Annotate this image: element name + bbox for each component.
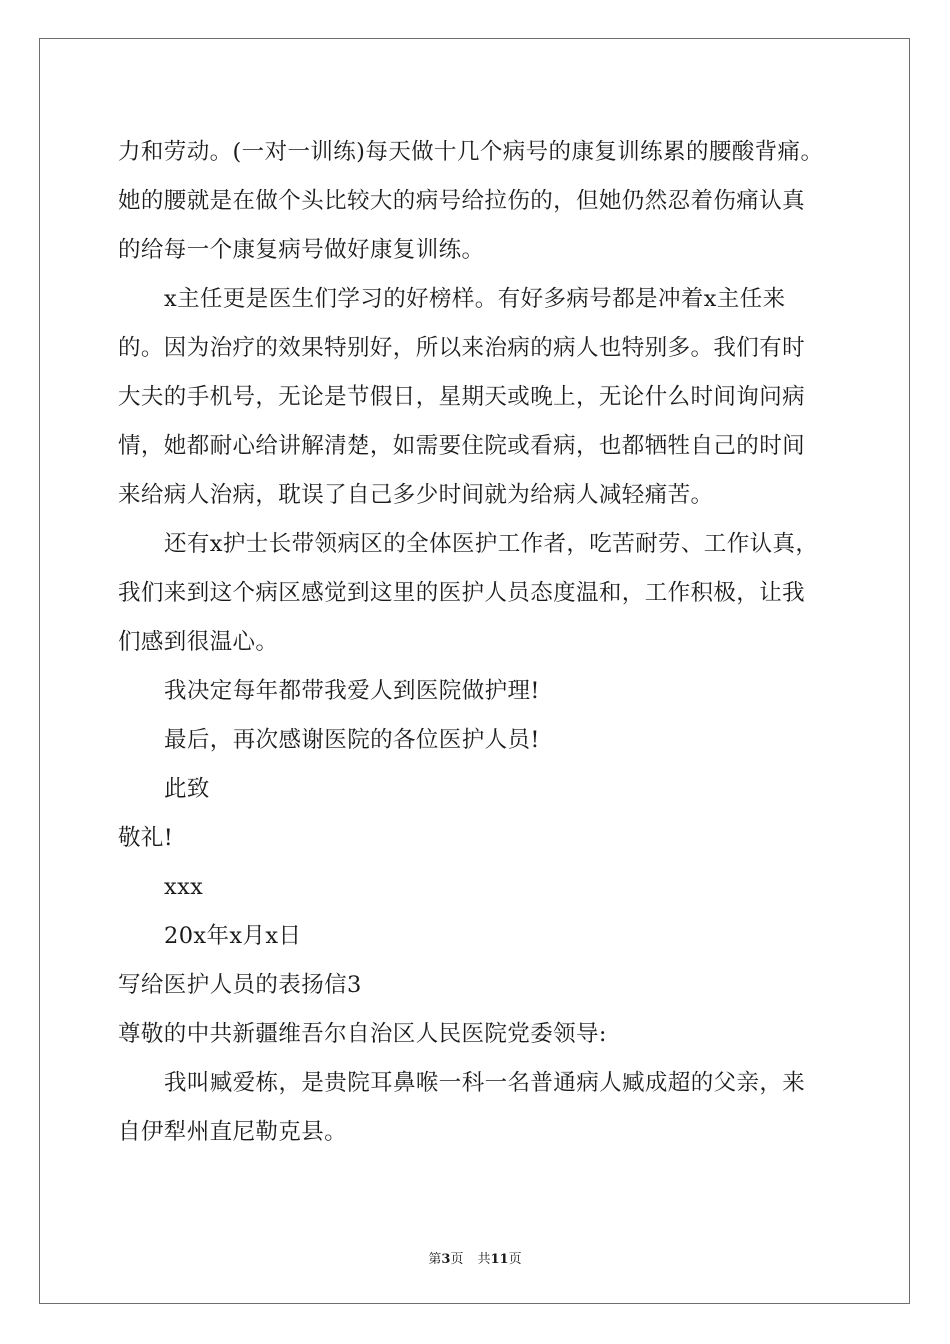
- total-prefix: 共: [477, 1252, 491, 1267]
- paragraph-line: 情，她都耐心给讲解清楚，如需要住院或看病，也都牺牲自己的时间: [118, 433, 806, 459]
- signature-date: 20x年x月x日: [164, 923, 302, 949]
- paragraph-line: 她的腰就是在做个头比较大的病号给拉伤的，但她仍然忍着伤痛认真: [118, 188, 806, 214]
- closing-regards: 敬礼!: [118, 825, 174, 851]
- total-suffix: 页: [508, 1252, 522, 1267]
- document-body: [118, 128, 838, 1157]
- page-number: 3: [441, 1252, 451, 1267]
- letter-greeting: 尊敬的中共新疆维吾尔自治区人民医院党委领导:: [118, 1021, 607, 1047]
- section-title: 写给医护人员的表扬信3: [118, 972, 362, 998]
- paragraph-line: 我叫臧爱栋，是贵院耳鼻喉一科一名普通病人臧成超的父亲，来: [164, 1070, 806, 1096]
- paragraph-line: 自伊犁州直尼勒克县。: [118, 1119, 348, 1145]
- paragraph-line: 我决定每年都带我爱人到医院做护理!: [164, 678, 540, 704]
- paragraph-line: 的给每一个康复病号做好康复训练。: [118, 237, 485, 263]
- paragraph-line: 们感到很温心。: [118, 629, 279, 655]
- paragraph-line: 力和劳动。(一对一训练)每天做十几个病号的康复训练累的腰酸背痛。: [118, 139, 824, 165]
- closing-salutation: 此致: [164, 776, 210, 802]
- total-pages: 11: [490, 1252, 509, 1267]
- signature-name: xxx: [164, 874, 204, 900]
- paragraph-line: 还有x护士长带领病区的全体医护工作者，吃苦耐劳、工作认真，: [164, 531, 819, 557]
- paragraph-line: 的。因为治疗的效果特别好，所以来治病的病人也特别多。我们有时: [118, 335, 806, 361]
- page-footer: [0, 1248, 950, 1267]
- paragraph-line: 我们来到这个病区感觉到这里的医护人员态度温和，工作积极，让我: [118, 580, 806, 606]
- paragraph-line: x主任更是医生们学习的好榜样。有好多病号都是冲着x主任来: [164, 286, 786, 312]
- paragraph-line: 来给病人治病，耽误了自己多少时间就为给病人减轻痛苦。: [118, 482, 714, 508]
- paragraph-line: 大夫的手机号，无论是节假日，星期天或晚上，无论什么时间询问病: [118, 384, 806, 410]
- page-suffix: 页: [450, 1252, 464, 1267]
- page-prefix: 第: [428, 1252, 442, 1267]
- paragraph-line: 最后，再次感谢医院的各位医护人员!: [164, 727, 540, 753]
